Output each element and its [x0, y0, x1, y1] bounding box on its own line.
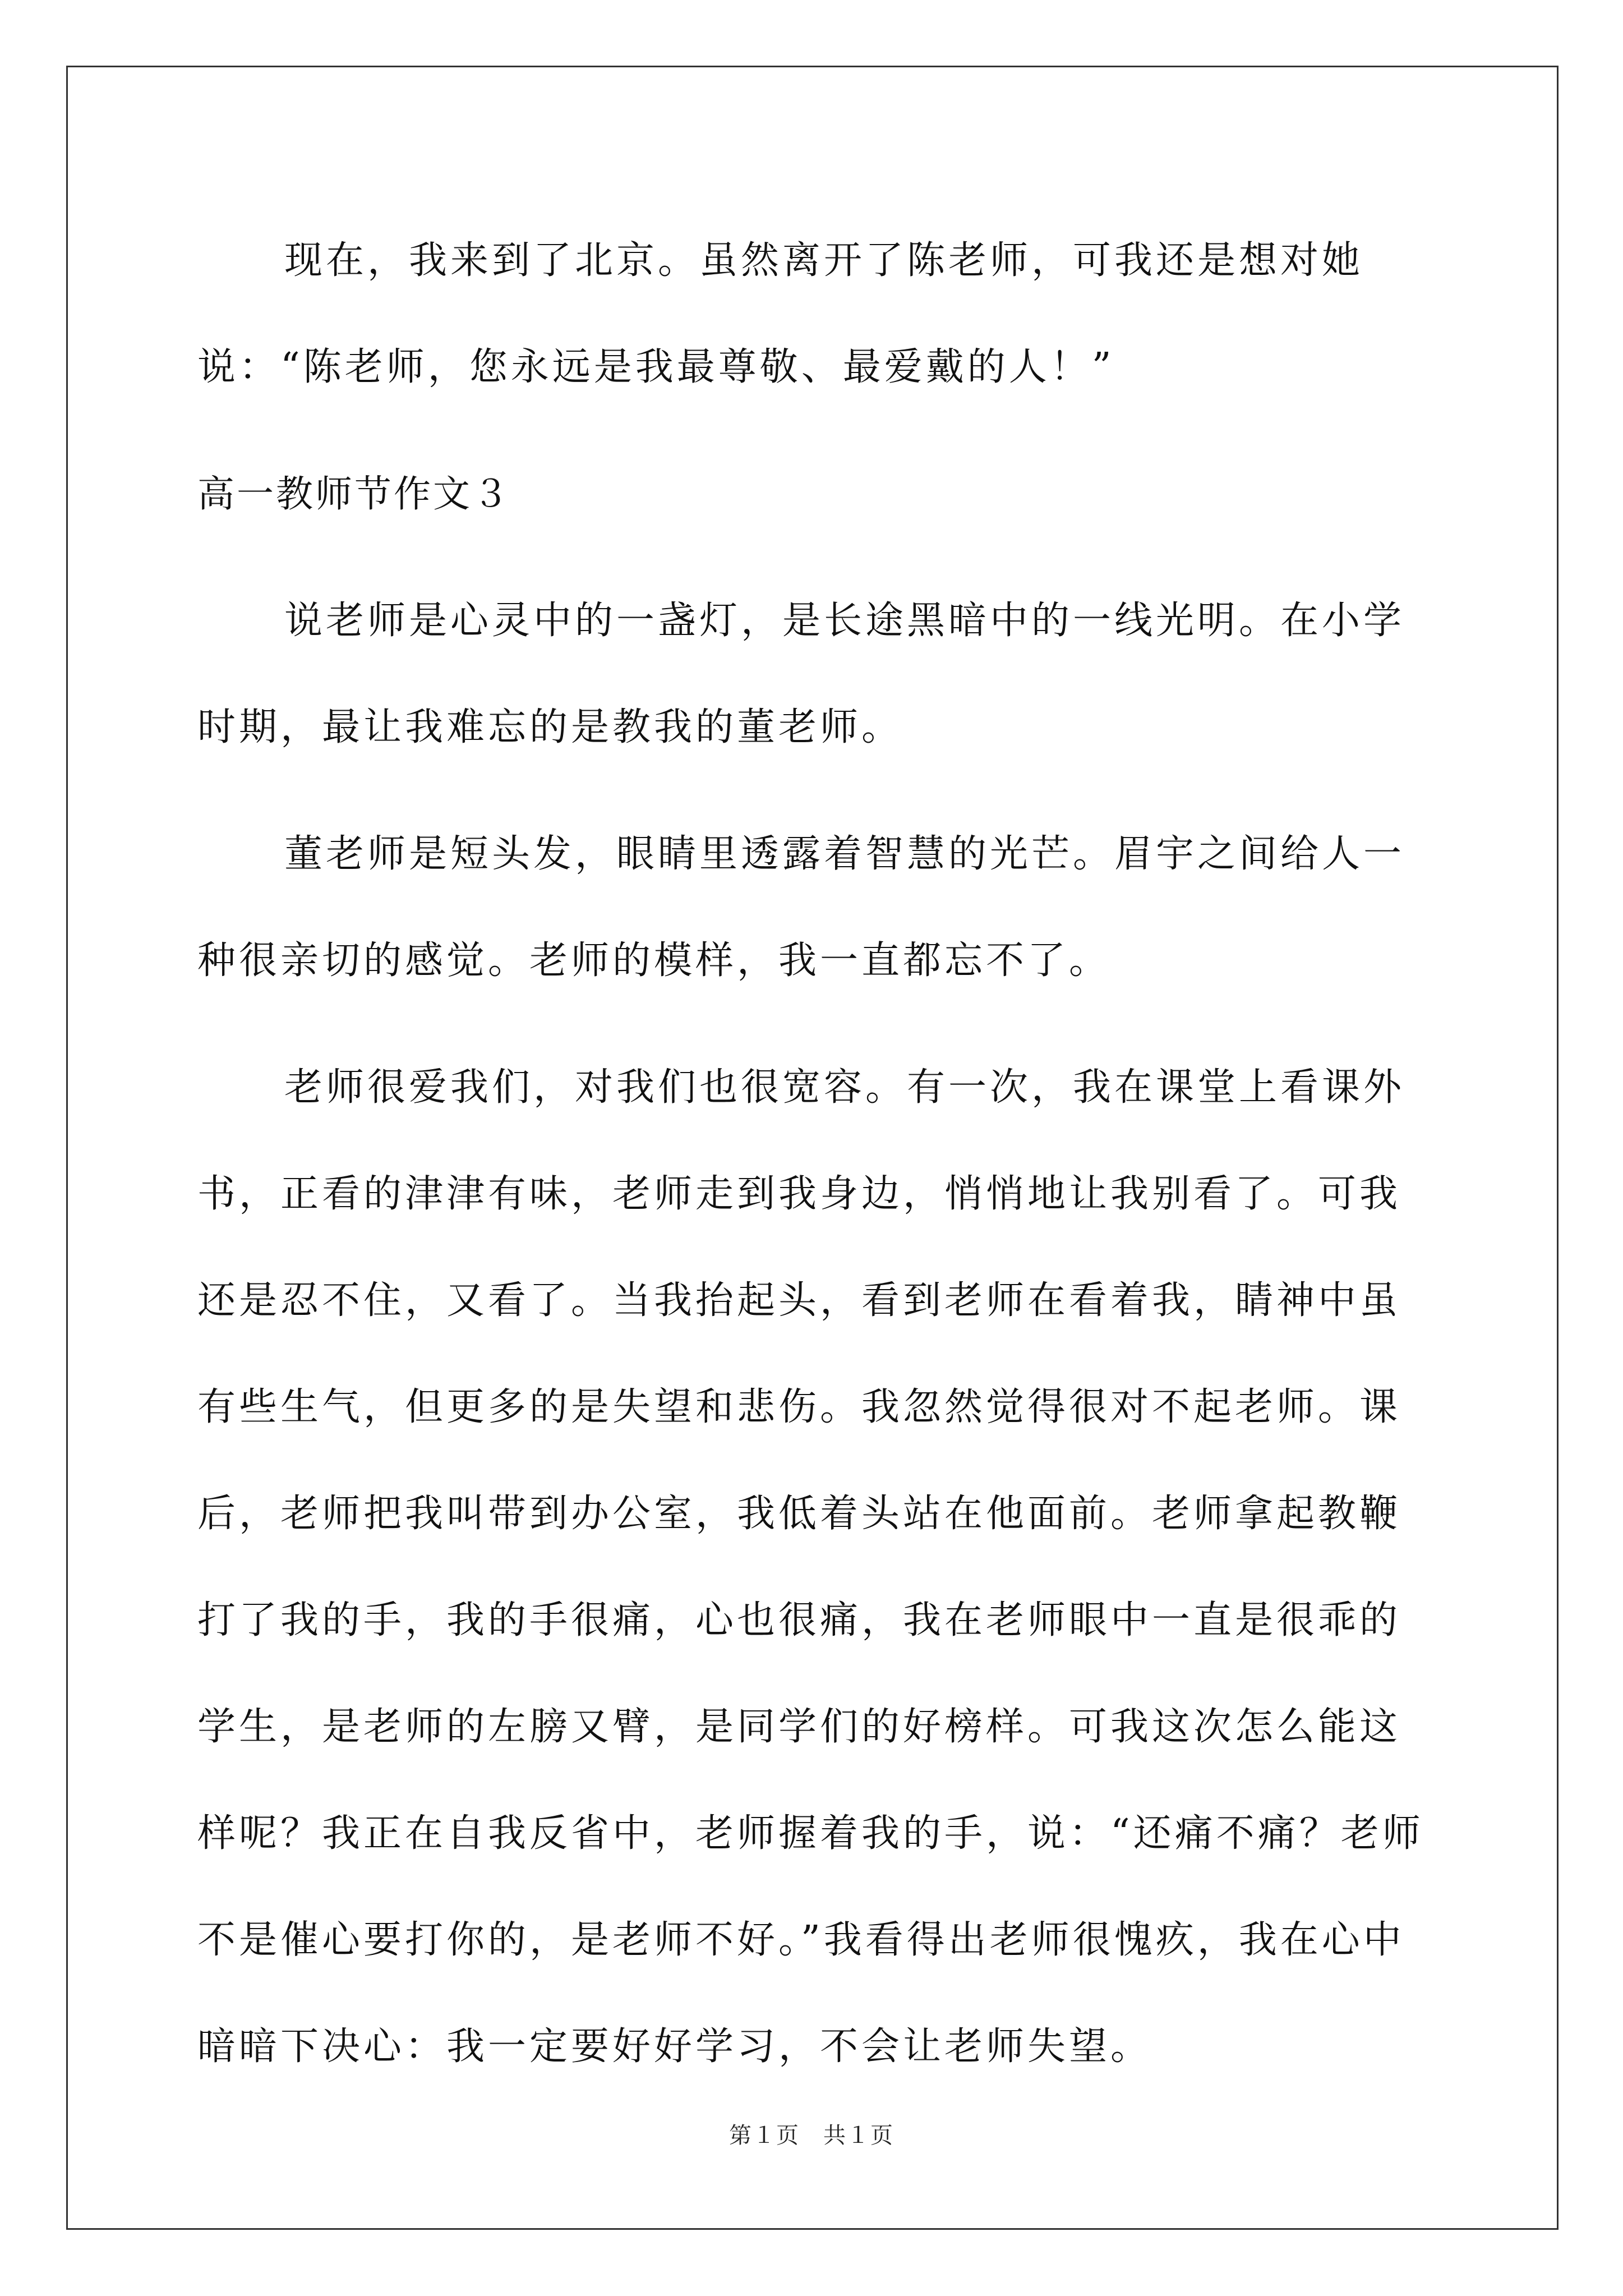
section-heading: 高一教师节作文３	[197, 472, 511, 516]
paragraph: 老师很爱我们，对我们也很宽容。有一次，我在课堂上看课外书，正看的津津有味，老师走到我身边，悄悄地让我别看了。可我还是忍不住，又看了。当我抬起头，看到老师在看着我，睛神中虽有些生气，但更多的是失望和悲伤。我忽然觉得很对不起老师。课后，老师把我叫带到办公室，我低着头站在他面前。老师拿起教鞭打了我的手，我的手很痛，心也很痛，我在老师眼中一直是很乖的学生，是老师的左膀又臂，是同学们的好榜样。可我这次怎么能这样呢？我正在自我反省中，老师握着我的手，说：“还痛不痛？老师不是催心要打你的，是老师不好。”我看得出老师很愧疚，我在心中暗暗下决心：我一定要好好学习，不会让老师失望。	[197, 1065, 1424, 2069]
paragraph: 董老师是短头发，眼睛里透露着智慧的光芒。眉宇之间给人一种很亲切的感觉。老师的模样，我一直都忘不了。	[197, 832, 1405, 983]
paragraph: 说老师是心灵中的一盏灯，是长途黑暗中的一线光明。在小学时期，最让我难忘的是教我的董老师。	[197, 599, 1405, 749]
page-footer: 第１页 共１页	[729, 2123, 894, 2148]
paragraph: 现在，我来到了北京。虽然离开了陈老师，可我还是想对她说：“陈老师，您永远是我最尊敬、最爱戴的人！”	[197, 238, 1364, 389]
document-body	[197, 208, 1431, 2100]
